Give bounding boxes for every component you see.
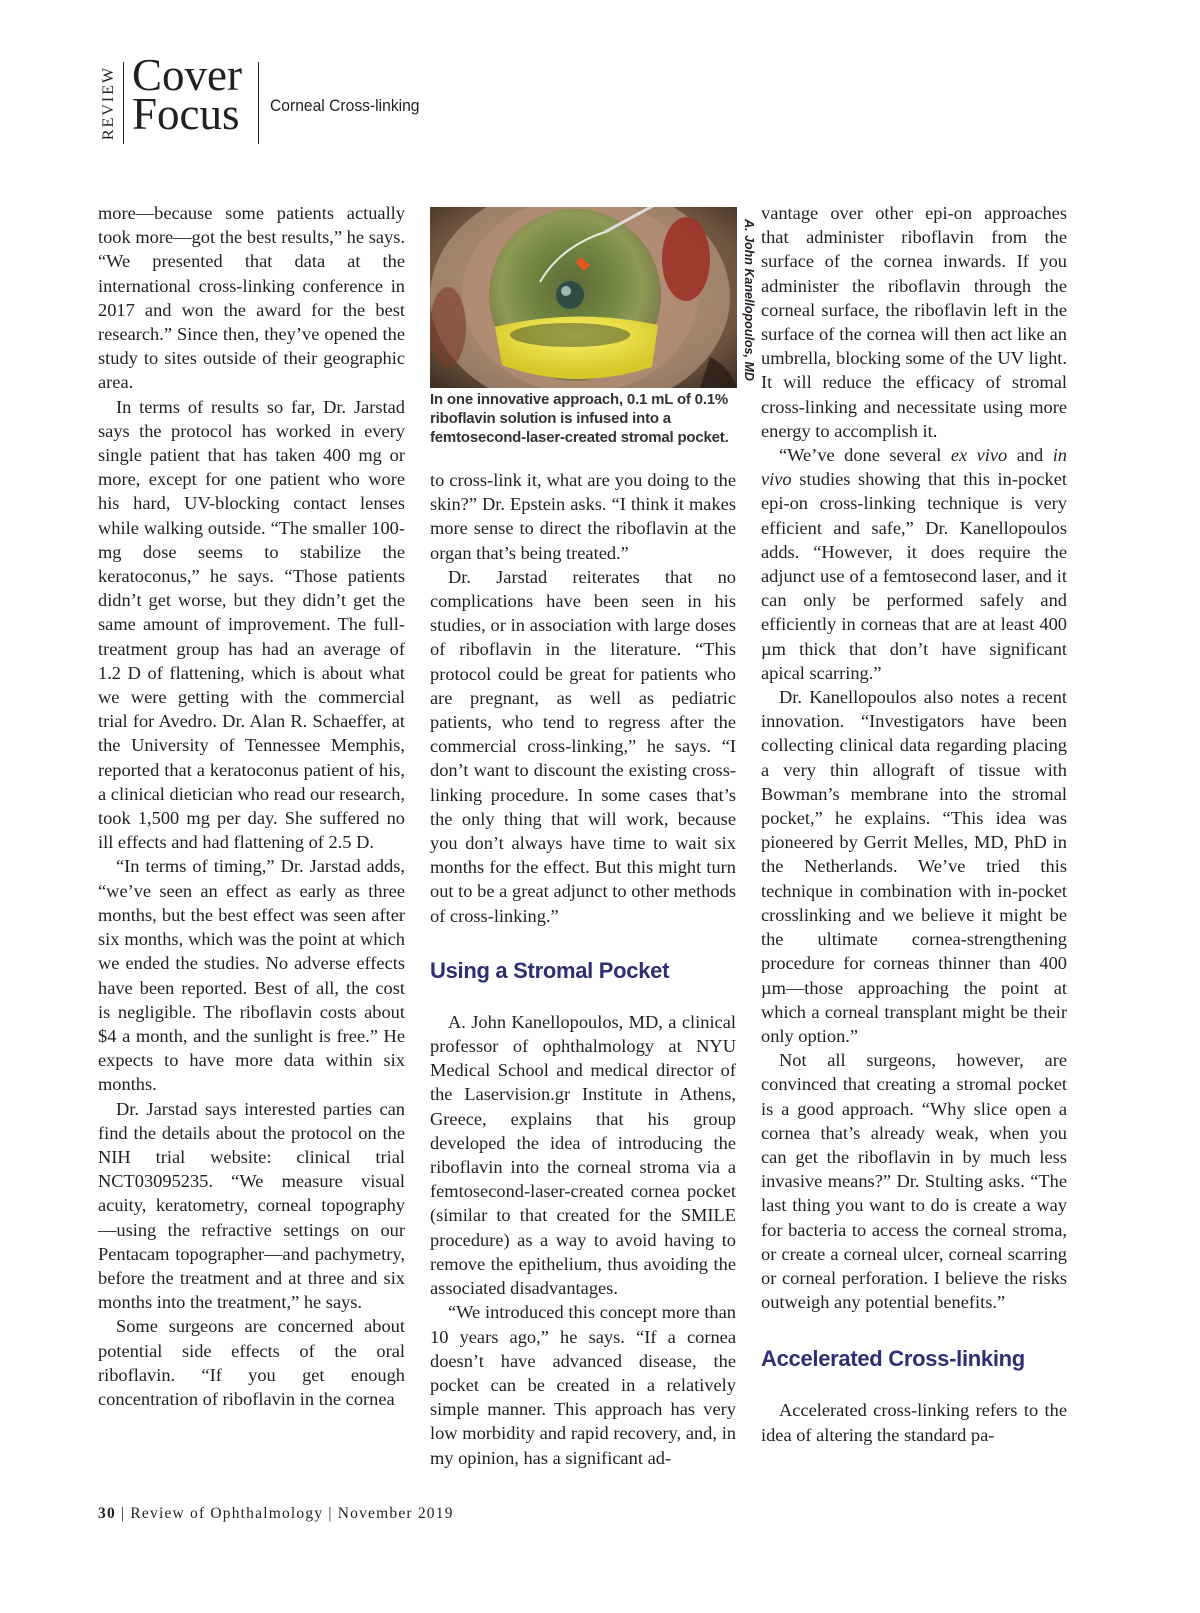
paragraph: to cross-link it, what are you doing to the skin?” Dr. Epstein asks. “I think it makes more sense to direct the riboflavin at the organ that’s being treated.” (430, 470, 736, 563)
page-footer (98, 1505, 454, 1523)
paragraph: “In terms of timing,” Dr. Jarstad adds, “we’ve seen an effect as early as three months, but the best effect was seen after six months, which was the point at which we ended the studies. No adverse effects have been reported. Best of all, the cost is negligible. The riboflavin costs about $4 a month, and the sunlight is free.” He expects to have more data within six months. (98, 856, 405, 1095)
review-label (98, 60, 120, 146)
review-text: REVIEW (100, 65, 117, 141)
cover-focus-title (132, 50, 242, 139)
paragraph: Dr. Jarstad says interested parties can find the details about the protocol on the NIH trial website: clinical trial NCT03095235. “We measure visual acuity, keratometry, corneal topography—using the refractive settings on our Pentacam topographer—and pachymetry, before the treatment and at three and six months into the treatment,” he says. (98, 1098, 405, 1313)
paragraph: “We introduced this concept more than 10 years ago,” he says. “If a cornea doesn’t have advanced disease, the pocket can be created in a relatively simple manner. This approach has very low morbidity and rapid recovery, and, in my opinion, has a significant ad- (430, 1302, 736, 1468)
paragraph: In terms of results so far, Dr. Jarstad says the protocol has worked in every single patient that has taken 400 mg or more, except for one patient who wore his hard, UV-blocking contact lenses while walking outside. “The smaller 100-mg dose seems to stabilize the keratoconus,” he says. “Those patients didn’t get worse, but they didn’t get the same amount of improvement. The full-treatment group has had an average of 1.2 D of flattening, which is about what we were getting with the commercial trial for Avedro. Dr. Alan R. Schaeffer, at the University of Tennessee Memphis, reported that a keratoconus patient of his, a clinical dietician who read our research, took 1,500 mg per day. She suffered no ill effects and had flattening of 2.5 D. (98, 396, 405, 853)
paragraph: more—because some patients actually took more—got the best results,” he says. “We presented that data at the international cross-linking conference in 2017 and won the award for the best research.” Since then, they’ve opened the study to sites outside of their geographic area. (98, 203, 405, 393)
photo-credit (741, 205, 757, 395)
issue-date: November 2019 (337, 1505, 454, 1522)
publication-name: Review of Ophthalmology (130, 1505, 324, 1522)
paragraph: Dr. Jarstad reiterates that no complications have been seen in his studies, or in association with large doses of riboflavin in the literature. “This protocol could be great for patients who are pregnant, as well as pediatric patients, who tend to regress after the commercial cross-linking,” he says. “I don’t want to discount the existing cross-linking procedure. In some cases that’s the only thing that will work, because you don’t always have time to wait six months for the effect. But this might turn out to be a great adjunct to other methods of cross-linking.” (430, 566, 736, 926)
masthead-divider (123, 62, 124, 144)
photo-credit-text: A. John Kanellopoulos, MD (742, 219, 756, 381)
footer-separator: | (120, 1505, 126, 1522)
subheading-stromal-pocket: Using a Stromal Pocket (430, 957, 670, 983)
masthead-divider (258, 62, 259, 144)
paragraph: A. John Kanellopoulos, MD, a clinical professor of ophthalmology at NYU Medical School and medical director of the Laservision.gr Institute in Athens, Greece, explains that his group developed the idea of introducing the riboflavin into the corneal stroma via a femtosecond-laser-created cornea pocket (similar to that created for the SMILE procedure) as a way to avoid having to remove the epithelium, thus avoiding the associated disadvantages. (430, 1011, 736, 1299)
text-run: “We’ve done several (779, 445, 951, 466)
page-number: 30 (98, 1505, 116, 1522)
text-run: and (1007, 445, 1053, 466)
eye-surgery-photo (430, 207, 737, 388)
italic-term: ex vivo (950, 445, 1008, 466)
paragraph (761, 443, 1067, 685)
article-column-2 (430, 468, 736, 1470)
focus-word: Focus (132, 89, 240, 139)
italic-term: in vivo (761, 445, 1067, 490)
article-column-1 (98, 201, 405, 1411)
footer-separator: | (328, 1505, 333, 1522)
subheading-accelerated: Accelerated Cross-linking (761, 1346, 1025, 1372)
section-label: Corneal Cross-linking (270, 96, 420, 115)
paragraph: Some surgeons are concerned about potential side effects of the oral riboflavin. “If you get enough concentration of riboflavin in the cornea (98, 1316, 405, 1409)
paragraph: Not all surgeons, however, are convinced that creating a stromal pocket is a good approach. “Why slice open a cornea that’s already weak, when you can get the riboflavin in by much less invasive means?” Dr. Stulting asks. “The last thing you want to do is create a way for bacteria to access the corneal stroma, or create a corneal ulcer, corneal scarring or corneal perforation. I believe the risks outweigh any potential benefits.” (761, 1050, 1067, 1313)
eye-illustration (430, 207, 737, 388)
article-column-3 (761, 201, 1067, 1447)
photo-caption: In one innovative approach, 0.1 mL of 0.1% riboflavin solution is infused into a femtosecond-laser-created stromal pocket. (430, 391, 729, 446)
paragraph: Dr. Kanellopoulos also notes a recent innovation. “Investigators have been collecting clinical data regarding placing a very thin allograft of tissue with Bowman’s membrane into the stromal pocket,” he explains. “This idea was pioneered by Gerrit Melles, MD, PhD in the Netherlands. We’ve tried this technique in combination with in-pocket crosslinking and we believe it might be the ultimate cornea-strengthening procedure for corneas thinner than 400 µm—those approaching the point at which a corneal transplant might be their only option.” (761, 687, 1067, 1046)
paragraph: Accelerated cross-linking refers to the idea of altering the standard pa- (761, 1400, 1067, 1445)
cover-word: Cover (132, 50, 242, 100)
paragraph: vantage over other epi-on approaches that administer riboflavin from the surface of the cornea inwards. If you administer the riboflavin through the corneal surface, the riboflavin left in the surface of the cornea will then act like an umbrella, blocking some of the UV light. It will reduce the efficacy of stromal cross-linking and necessitate using more energy to accomplish it. (761, 203, 1067, 441)
text-run: studies showing that this in-pocket epi-on cross-linking technique is very efficient and safe,” Dr. Kanellopoulos adds. “However, it does require the adjunct use of a femtosecond laser, and it can only be performed safely and efficiently in corneas that are at least 400 µm thick that don’t have significant apical scarring.” (761, 469, 1067, 683)
